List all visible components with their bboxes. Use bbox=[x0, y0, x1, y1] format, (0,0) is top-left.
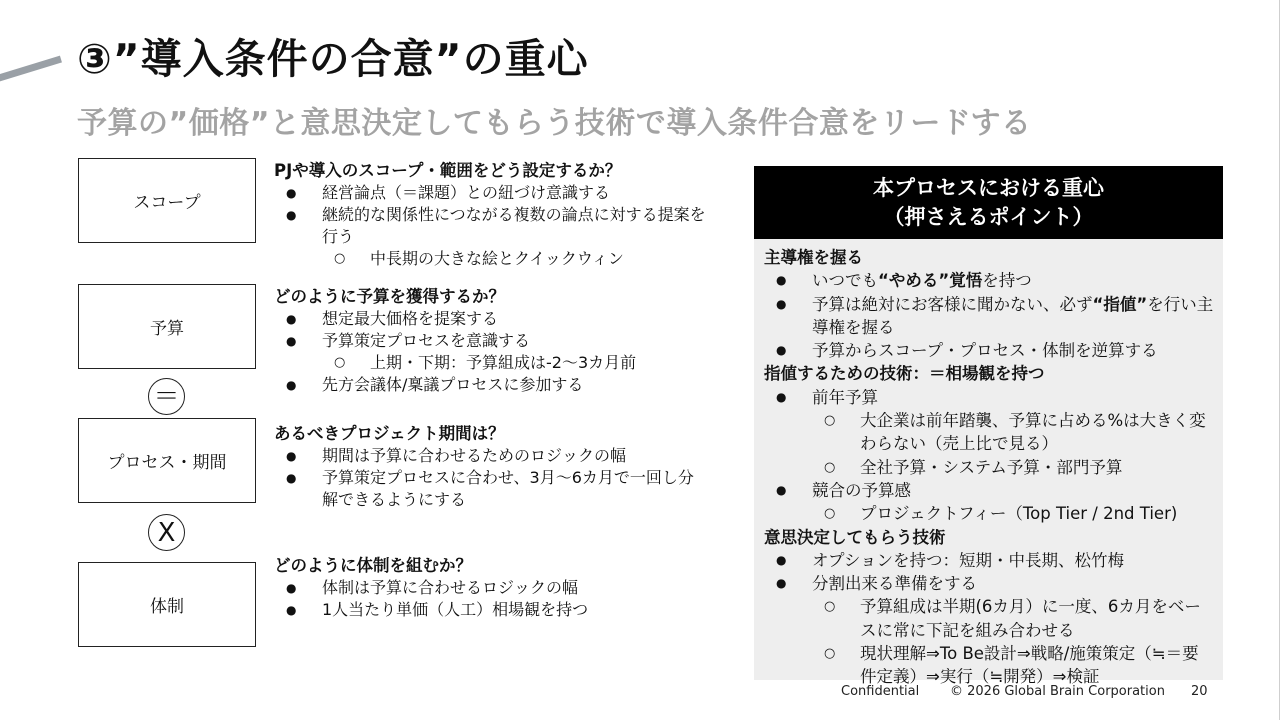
bullet-item: ● 先方会議体/稟議プロセスに参加する bbox=[274, 374, 734, 396]
slide-subtitle: 予算の”価格”と意思決定してもらう技術で導入条件合意をリードする bbox=[77, 106, 1032, 141]
budget-box: 予算 bbox=[78, 284, 256, 369]
section-heading: どのように予算を獲得するか？ bbox=[274, 287, 505, 306]
panel-group-heading: 指値するための技術：＝相場観を持つ bbox=[764, 364, 1045, 384]
section-heading: どのように体制を組むか？ bbox=[274, 556, 472, 575]
structure-section bbox=[274, 555, 734, 621]
scope-box: スコープ bbox=[78, 158, 256, 243]
panel-bullet: ● オプションを持つ：短期・中長期、松竹梅 bbox=[764, 549, 1215, 572]
structure-box: 体制 bbox=[78, 562, 256, 647]
bullet-item: ● 1人当たり単価（人工）相場観を持つ bbox=[274, 599, 734, 621]
key-points-panel bbox=[754, 166, 1223, 687]
panel-sub-bullet: ○ 予算組成は半期(6カ月）に一度、6カ月をベースに常に下記を組み合わせる bbox=[764, 595, 1215, 642]
panel-bullet: ● 前年予算 bbox=[764, 386, 1215, 409]
sub-bullet-item: ○ 上期・下期：予算組成は-2〜3カ月前 bbox=[274, 352, 734, 374]
bullet-item: ● 予算策定プロセスに合わせ、3月〜6カ月で一回し分解できるようにする bbox=[274, 467, 694, 511]
panel-body bbox=[754, 239, 1223, 689]
scope-section bbox=[274, 160, 734, 270]
bullet-item: ● 期間は予算に合わせるためのロジックの幅 bbox=[274, 445, 694, 467]
section-heading: あるべきプロジェクト期間は？ bbox=[274, 424, 505, 443]
confidential-label: Confidential bbox=[841, 684, 920, 699]
bullet-item: ● 経営論点（＝課題）との紐づけ意識する bbox=[274, 182, 734, 204]
bullet-item: ● 継続的な関係性につながる複数の論点に対する提案を行う bbox=[274, 204, 734, 248]
equals-symbol: ＝ bbox=[148, 378, 185, 415]
bullet-item: ● 体制は予算に合わせるロジックの幅 bbox=[274, 577, 734, 599]
panel-sub-bullet: ○ 現状理解⇒To Be設計⇒戦略/施策策定（≒＝要件定義）⇒実行（≒開発）⇒検証 bbox=[764, 642, 1215, 689]
bullet-item: ● 予算策定プロセスを意識する bbox=[274, 330, 734, 352]
panel-sub-bullet: ○ 全社予算・システム予算・部門予算 bbox=[764, 456, 1215, 479]
panel-bullet: ● 予算からスコープ・プロセス・体制を逆算する bbox=[764, 339, 1215, 362]
panel-bullet: ● 予算は絶対にお客様に聞かない、必ず“指値”を行い主導権を握る bbox=[764, 293, 1215, 340]
panel-group-heading: 意思決定してもらう技術 bbox=[764, 527, 946, 547]
period-section bbox=[274, 423, 694, 511]
panel-sub-bullet: ○ プロジェクトフィー（Top Tier / 2nd Tier) bbox=[764, 502, 1215, 525]
process-period-box: プロセス・期間 bbox=[78, 418, 256, 503]
panel-bullet: ● 競合の予算感 bbox=[764, 479, 1215, 502]
sub-bullet-item: ○ 中長期の大きな絵とクイックウィン bbox=[274, 248, 734, 270]
copyright-text: © 2026 Global Brain Corporation bbox=[950, 684, 1165, 699]
decorative-accent-line bbox=[0, 56, 62, 83]
slide-title: ③”導入条件の合意”の重心 bbox=[77, 35, 589, 83]
panel-title-line1: 本プロセスにおける重心 bbox=[873, 176, 1104, 200]
section-heading: PJや導入のスコープ・範囲をどう設定するか？ bbox=[274, 161, 622, 180]
panel-bullet: ● いつでも“やめる”覚悟を持つ bbox=[764, 269, 1215, 292]
page-number: 20 bbox=[1191, 684, 1208, 699]
panel-bullet: ● 分割出来る準備をする bbox=[764, 572, 1215, 595]
budget-section bbox=[274, 286, 734, 396]
panel-group-heading: 主導権を握る bbox=[764, 248, 863, 267]
panel-title-line2: （押さえるポイント） bbox=[883, 205, 1094, 229]
bullet-item: ● 想定最大価格を提案する bbox=[274, 308, 734, 330]
times-symbol: X bbox=[148, 514, 185, 551]
panel-header bbox=[754, 166, 1223, 239]
panel-sub-bullet: ○ 大企業は前年踏襲、予算に占める%は大きく変わらない（売上比で見る） bbox=[764, 409, 1215, 456]
